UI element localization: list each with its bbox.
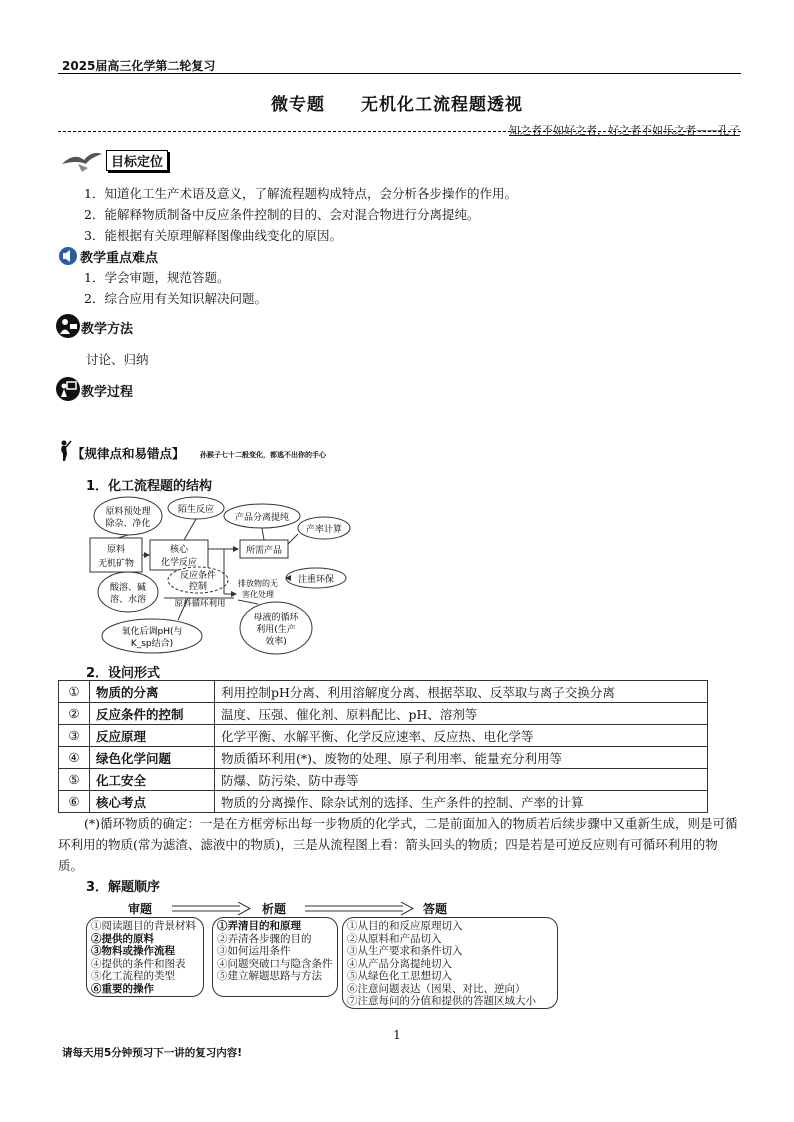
node-mother-1: 母液的循环 [253,613,299,623]
node-waste-1: 排放物的无 [238,579,278,588]
questions-heading: 2．设问形式 [86,666,161,681]
list-item: ②提供的原料 [91,932,154,945]
row-content: 物质的分离操作、除杂试剂的选择、生产条件的控制、产率的计算 [215,791,708,813]
pointing-figure-icon [58,440,72,462]
node-green: 注重环保 [297,575,335,585]
node-pretreat-1: 原料预处理 [105,507,151,517]
page-title: 微专题 无机化工流程题透视 [271,95,523,115]
row-content: 化学平衡、水解平衡、化学反应速率、反应热、电化学等 [215,725,708,747]
row-topic: 核心考点 [90,791,215,813]
list-item: ⑦注意每问的分值和提供的答题区域大小 [347,995,536,1007]
table-row [59,791,708,813]
read-box [86,917,204,997]
goal-item-2: 2．能解释物质制备中反应条件控制的目的、会对混合物进行分离提纯。 [84,207,480,222]
node-recycle: 原料循环利用 [174,599,226,609]
node-conditions-2: 控制 [188,582,208,592]
row-topic: 绿色化学问题 [90,747,215,769]
stage-answer: 答题 [423,902,448,916]
table-row [59,747,708,769]
header-rule [58,73,741,74]
dashed-rule [58,131,741,132]
node-waste-2: 害化处理 [242,590,274,599]
list-item: ⑥重要的操作 [91,982,154,995]
node-product: 所需产品 [245,546,283,556]
node-mother-3: 效率) [265,637,287,647]
goal-item-1: 1．知道化工生产术语及意义，了解流程题构成特点，会分析各步操作的作用。 [84,186,517,201]
list-item: ⑤建立解题思路与方法 [217,970,322,982]
node-ph-1: 氧化后调pH(与 [121,627,183,637]
node-raw-1: 原料 [106,545,126,555]
table-row [59,703,708,725]
goal-item-3: 3．能根据有关原理解释图像曲线变化的原因。 [84,228,342,243]
row-number: ⑤ [59,769,90,791]
row-number: ③ [59,725,90,747]
rules-label: 【规律点和易错点】 [72,446,185,461]
goal-label: 目标定位 [106,150,168,171]
row-topic: 反应条件的控制 [90,703,215,725]
list-item: ①弄清目的和原理 [217,920,301,932]
structure-heading: 1．化工流程题的结构 [86,479,213,494]
flow-structure-diagram [88,496,368,658]
rules-note: 孙猴子七十二般变化，都逃不出你的手心 [200,451,326,459]
seagull-icon [60,146,104,176]
list-item: ①从目的和反应原理切入 [347,920,463,932]
node-raw-2: 无机矿物 [97,559,135,569]
presenter-icon [56,377,80,401]
process-label: 教学过程 [81,385,134,400]
list-item: ③物料或操作流程 [91,945,175,957]
row-content: 防爆、防污染、防中毒等 [215,769,708,791]
method-text: 讨论、归纳 [86,352,149,367]
list-item: ③从生产要求和条件切入 [347,945,463,957]
double-arrow-icon [172,902,252,916]
keypoints-label: 教学重点难点 [80,251,159,266]
order-heading: 3．解题顺序 [86,880,161,895]
list-item: ②从原料和产品切入 [347,932,442,945]
node-core-1: 核心 [169,545,189,555]
method-label: 教学方法 [81,322,134,337]
page-number: 1 [393,1028,401,1042]
node-mother-2: 利用(生产 [256,625,296,635]
table-row [59,681,708,703]
footer-note: 请每天用5分钟预习下一讲的复习内容! [62,1047,243,1059]
list-item: ④从产品分离提纯切入 [347,957,452,970]
list-item: ④提供的条件和图表 [91,957,186,970]
list-item: ⑥注意问题表达（因果、对比、逆向） [347,982,526,995]
node-dissolve-2: 溶、水溶 [109,595,147,605]
node-yield: 产率计算 [305,525,343,535]
course-header: 2025届高三化学第二轮复习 [62,59,216,73]
quote: 知之者不如好之者，好之者不如乐之者——孔子 [509,124,740,137]
node-dissolve-1: 酸溶、碱 [109,583,147,593]
row-number: ⑥ [59,791,90,813]
list-item: ⑤从绿色化工思想切入 [347,970,452,982]
analyze-box [212,917,338,997]
node-ph-2: K_sp结合) [130,639,174,649]
node-pretreat-2: 除杂、净化 [105,519,151,529]
list-item: ①阅读题目的背景材料 [91,920,196,932]
keypoint-item-1: 1．学会审题，规范答题。 [84,270,230,285]
list-item: ④问题突破口与隐含条件 [217,957,333,970]
row-number: ④ [59,747,90,769]
speaker-icon [58,246,80,266]
list-item: ②弄清各步骤的目的 [217,932,312,945]
row-number: ② [59,703,90,725]
double-arrow-icon [305,902,415,916]
row-topic: 化工安全 [90,769,215,791]
stage-read: 审题 [128,902,153,916]
teacher-icon [56,314,80,338]
question-table [58,680,708,813]
recycle-footnote: (*)循环物质的确定：一是在方框旁标出每一步物质的化学式，二是前面加入的物质若后续步骤中又重新生成，则是可循环利用的物质(常为滤渣、滤液中的物质)，三是从流程图上看：箭头回头的物质；四是若是可逆反应则有可循环利用的物质。 [58,816,738,873]
row-content: 利用控制pH分离、利用溶解度分离、根据萃取、反萃取与离子交换分离 [215,681,708,703]
node-separation: 产品分离提纯 [234,513,290,523]
stage-analyze: 析题 [262,902,287,916]
node-conditions-1: 反应条件 [179,571,217,581]
row-content: 物质循环利用(*)、废物的处理、原子利用率、能量充分利用等 [215,747,708,769]
row-number: ① [59,681,90,703]
list-item: ⑤化工流程的类型 [91,970,175,982]
node-side-reaction: 陌生反应 [177,505,215,515]
row-topic: 物质的分离 [90,681,215,703]
node-core-2: 化学反应 [160,558,198,568]
row-content: 温度、压强、催化剂、原料配比、pH、溶剂等 [215,703,708,725]
answer-box [342,917,558,1009]
list-item: ③如何运用条件 [217,945,291,957]
keypoint-item-2: 2．综合应用有关知识解决问题。 [84,291,267,306]
table-row [59,769,708,791]
row-topic: 反应原理 [90,725,215,747]
table-row [59,725,708,747]
